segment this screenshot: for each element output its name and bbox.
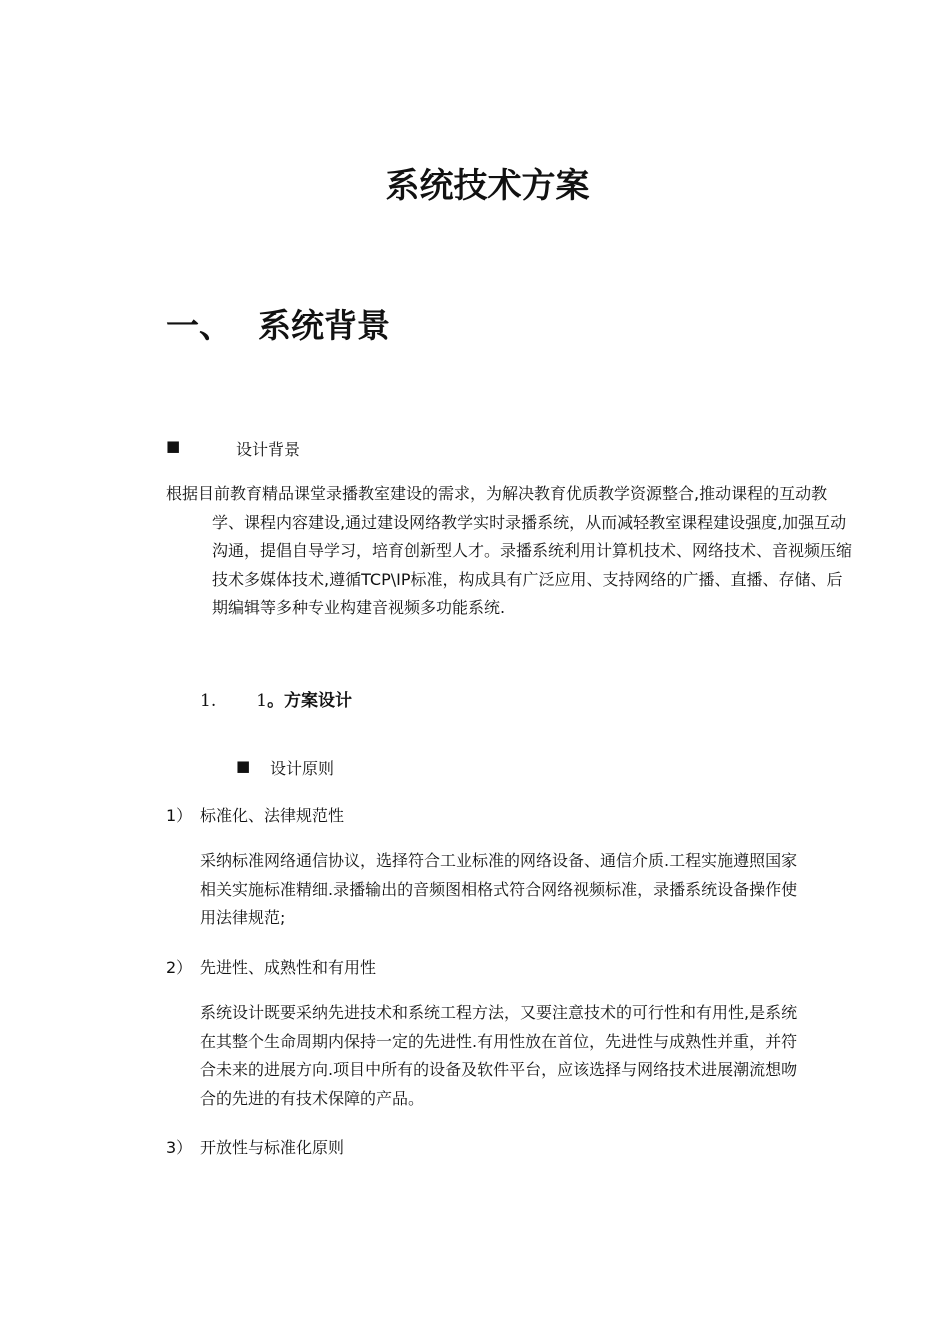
bullet-square-icon: ■: [236, 757, 251, 775]
bullet-label-design-principles: 设计原则: [270, 759, 335, 778]
principle-body: 采纳标准网络通信协议，选择符合工业标准的网络设备、通信介质.工程实施遵照国家相关实施标准精细.录播输出的音频图相格式符合网络视频标准，录播系统设备操作使用法律规范;: [200, 851, 798, 928]
principle-title: 标准化、法律规范性: [200, 806, 345, 825]
subsection-heading: [200, 686, 352, 711]
principle-body: 系统设计既要采纳先进技术和系统工程方法，又要注意技术的可行性和有用性,是系统在其整个生命周期内保持一定的先进性.有用性放在首位，先进性与成熟性并重，并符合未来的进展方向.项目中所有的设备及软件平台，应该选择与网络技术进展潮流想吻合的先进的有技术保障的产品。: [200, 1003, 798, 1108]
principle-number: 1）: [166, 806, 193, 825]
section-number: 一、: [166, 306, 232, 345]
document-title: 系统技术方案: [385, 166, 590, 206]
subsection-number: 1: [256, 691, 268, 711]
section-heading: [166, 300, 390, 347]
background-paragraph: 根据目前教育精品课堂录播教室建设的需求，为解决教育优质教学资源整合,推动课程的互动教学、课程内容建设,通过建设网络教学实时录播系统，从而减轻教室课程建设强度,加强互动沟通，提倡自导学习，培育创新型人才。录播系统利用计算机技术、网络技术、音视频压缩技术多媒体技术,遵循TCP\IP标准，构成具有广泛应用、支持网络的广播、直播、存储、后期编辑等多种专业构建音视频多功能系统.: [166, 484, 853, 618]
principle-title: 开放性与标准化原则: [200, 1138, 345, 1157]
bullet-label-design-background: 设计背景: [236, 440, 301, 459]
principle-number: 3）: [166, 1138, 193, 1157]
subsection-list-number: 1.: [200, 691, 217, 711]
principle-number: 2）: [166, 958, 193, 977]
subsection-title: 。方案设计: [267, 691, 353, 711]
bullet-square-icon: ■: [166, 437, 181, 455]
principle-title: 先进性、成熟性和有用性: [200, 958, 377, 977]
section-title: 系统背景: [258, 306, 390, 345]
